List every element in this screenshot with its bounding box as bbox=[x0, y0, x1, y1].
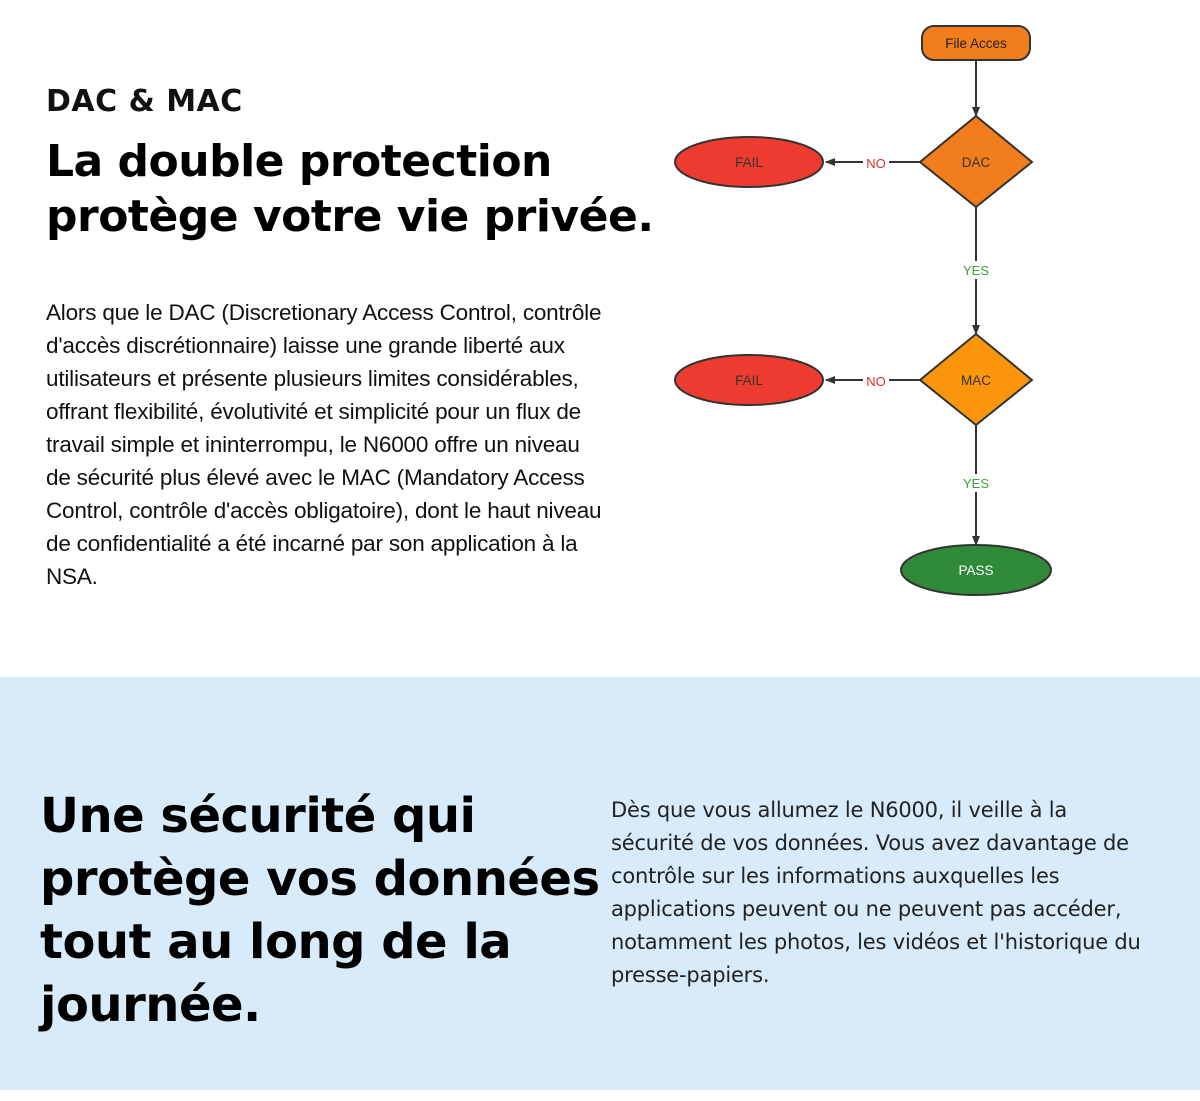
fail-node-dac-label: FAIL bbox=[735, 155, 763, 170]
headline-line: protège votre vie privée. bbox=[46, 191, 654, 242]
headline-line: Une sécurité qui bbox=[40, 788, 476, 844]
access-control-flowchart bbox=[660, 0, 1200, 620]
section-body-2: Dès que vous allumez le N6000, il veille à la sécurité de vos données. Vous avez davantage de contrôle sur les informations auxquelles les applications peuvent ou ne peuvent pas accéder, notamment les photos, les vidéos et l'historique du presse-papiers. bbox=[611, 798, 1141, 987]
section-headline-2 bbox=[40, 785, 600, 1037]
yes-label-dac: YES bbox=[962, 263, 990, 278]
headline-line: protège vos données bbox=[40, 851, 600, 907]
headline-line: tout au long de la bbox=[40, 914, 512, 970]
fail-node-mac bbox=[675, 355, 823, 405]
no-label-mac: NO bbox=[866, 374, 886, 389]
fail-node-mac-label: FAIL bbox=[735, 373, 763, 388]
no-label-dac: NO bbox=[866, 156, 886, 171]
pass-node-label: PASS bbox=[958, 563, 994, 578]
headline-line: La double protection bbox=[46, 136, 552, 187]
section-eyebrow: DAC & MAC bbox=[46, 84, 243, 119]
fail-node-dac bbox=[675, 137, 823, 187]
dac-decision-label: DAC bbox=[961, 155, 991, 170]
headline-line: journée. bbox=[40, 977, 261, 1033]
mac-decision-label: MAC bbox=[961, 373, 991, 388]
mac-decision bbox=[920, 334, 1032, 425]
start-node-label: File Acces bbox=[945, 36, 1007, 51]
pass-node bbox=[901, 545, 1051, 595]
start-node bbox=[922, 26, 1030, 60]
yes-label-mac: YES bbox=[962, 476, 990, 491]
section-body: Alors que le DAC (Discretionary Access Control, contrôle d'accès discrétionnaire) laisse une grande liberté aux utilisateurs et présente plusieurs limites considérables, offrant flexibilité, évolutivité et simplicité pour un flux de travail simple et ininterrompu, le N6000 offre un niveau de sécurité plus élevé avec le MAC (Mandatory Access Control, contrôle d'accès obligatoire), dont le haut niveau de confidentialité a été incarné par son application à la NSA. bbox=[46, 300, 602, 589]
dac-decision bbox=[920, 116, 1032, 207]
section-headline bbox=[46, 134, 706, 244]
all-day-security-section bbox=[0, 677, 1200, 1090]
